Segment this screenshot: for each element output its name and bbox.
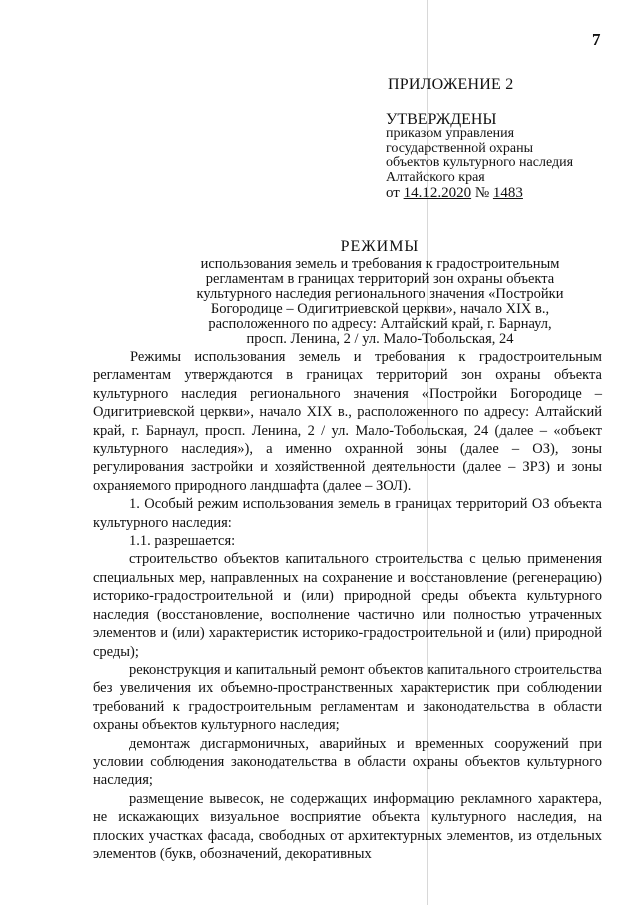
order-reference	[386, 127, 573, 201]
body-paragraph: Режимы использования земель и требования к градостроительным регламентам утверждаются в границах территорий зон охраны объекта культурного наследия регионального значения «Постройки Богородице – Одигитриевской церкви», начало XIX в., расположенного по адресу: Алтайский край, г. Барнаул, просп. Ленина, 2 / ул. Мало-Тобольская, 24 (далее – «объект культурного наследия»), а именно охранной зоны (далее – ОЗ), зоны регулирования застройки и хозяйственной деятельности (далее – ЗРЗ) и зоны охраняемого природного ландшафта (далее – ЗОЛ).	[93, 349, 602, 494]
order-date: 14.12.2020	[403, 185, 472, 201]
approved-label: УТВЕРЖДЕНЫ	[386, 111, 497, 128]
order-line: приказом управления	[386, 126, 515, 141]
subtitle-line: регламентам в границах территорий зон охраны объекта	[205, 271, 555, 287]
body-paragraph: реконструкция и капитальный ремонт объектов капитального строительства без увеличения их объемно-пространственных характеристик при соблюдении требований к градостроительным регламентам и законодательства в области охраны объектов культурного наследия;	[93, 661, 602, 734]
document-body	[93, 348, 602, 863]
order-number: 1483	[492, 185, 523, 201]
body-paragraph: 1.1. разрешается:	[129, 533, 236, 550]
body-paragraph: демонтаж дисгармоничных, аварийных и временных сооружений при условии соблюдения законодательства в области охраны объектов культурного наследия;	[93, 735, 602, 789]
subtitle-line: расположенного по адресу: Алтайский край, г. Барнаул,	[208, 316, 552, 332]
order-number-sign: №	[474, 185, 490, 201]
appendix-label: ПРИЛОЖЕНИЕ 2	[388, 76, 514, 93]
subtitle-line: Богородице – Одигитриевской церкви», начало XIX в.,	[210, 301, 550, 317]
subtitle-line: использования земель и требования к градостроительным	[200, 256, 560, 272]
order-line: Алтайского края	[386, 169, 485, 185]
document-title: РЕЖИМЫ	[340, 238, 420, 255]
order-line: государственной охраны	[386, 140, 534, 156]
page-number: 7	[592, 30, 601, 49]
document-subtitle	[0, 257, 640, 347]
order-from-label: от	[386, 185, 400, 201]
order-line: объектов культурного наследия	[386, 155, 574, 170]
subtitle-line: просп. Ленина, 2 / ул. Мало-Тобольская, 24	[246, 331, 514, 347]
body-paragraph: строительство объектов капитального строительства с целью применения специальных мер, направленных на сохранение и восстановление (регенерацию) историко-градостроительной и (или) природной среды объекта культурного наследия (восстановление, восполнение частично или полностью утраченных элементов и (или) характеристик историко-градостроительной и (или) природной среды);	[93, 551, 602, 660]
subtitle-line: культурного наследия регионального значения «Постройки	[196, 286, 564, 302]
body-paragraph: размещение вывесок, не содержащих информацию рекламного характера, не искажающих визуальное восприятие объекта культурного наследия, на плоских участках фасада, свободных от архитектурных элементов, из отдельных элементов (букв, обозначений, декоративных	[93, 790, 602, 862]
order-date-line	[386, 186, 573, 201]
body-paragraph: 1. Особый режим использования земель в границах территорий ОЗ объекта культурного наследия:	[93, 496, 602, 531]
